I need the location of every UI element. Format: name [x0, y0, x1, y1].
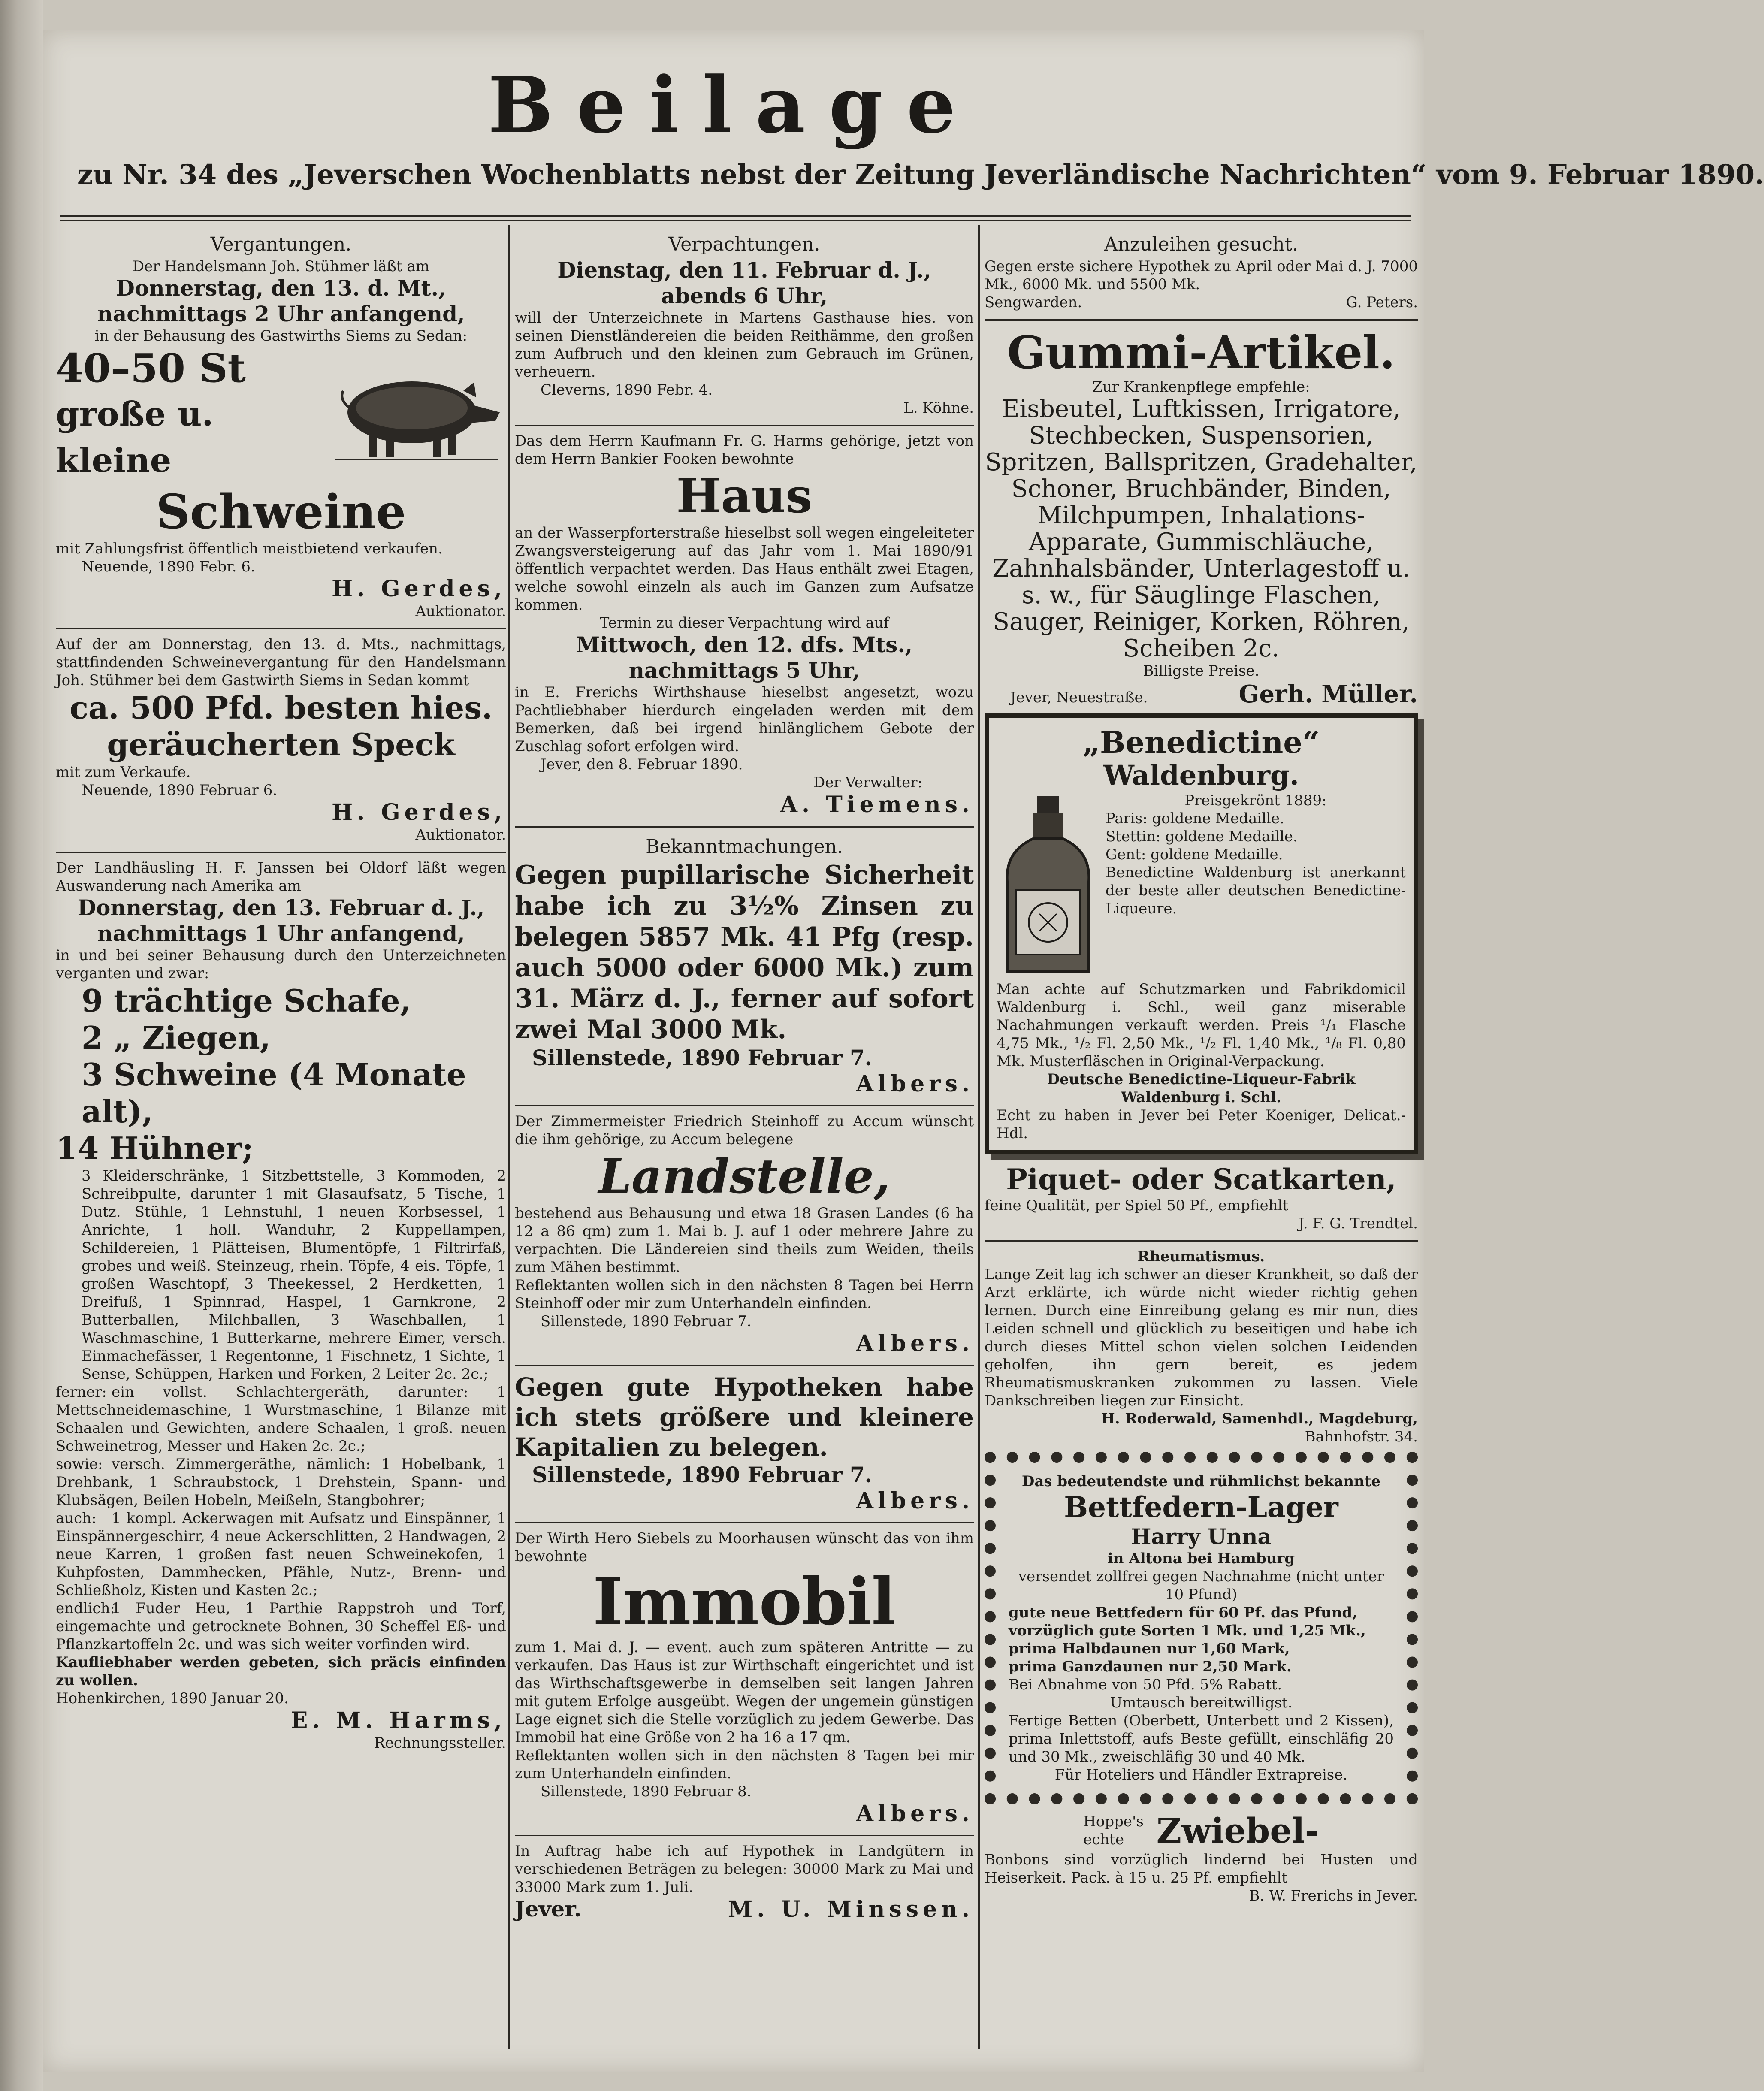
- ad-text: mit Zahlungsfrist öffentlich meistbietend verkaufen.: [56, 540, 443, 557]
- ad-signature: L. Köhne.: [903, 399, 974, 417]
- ad-pre-text: Hoppe's: [1083, 1813, 1144, 1830]
- ad-pre-text: echte: [1083, 1831, 1124, 1848]
- ad-text: Das bedeutendste und rühmlichst bekannte: [1021, 1473, 1381, 1490]
- ad-text: Zur Krankenpflege empfehle:: [1092, 378, 1310, 396]
- ad-text: in und bei seiner Behausung durch den Unterzeichneten verganten und zwar:: [56, 947, 506, 982]
- ad-list-text: 1 kompl. Ackerwagen mit Aufsatz und Einspänner, 1 Einspännergeschirr, 4 neue Ackerschlitten, 2 Handwagen, 2 neue Karren, 1 großen fast neuen Schweinekofen, 1 Kuhpfosten, Dammhecken, Pfähle, Nutz-, Brenn- und Schließholz, Kisten und Kasten 2c.;: [56, 1510, 506, 1599]
- ad-time: nachmittags 1 Uhr anfangend,: [97, 921, 465, 946]
- ad-signature: M. U. Minssen.: [728, 1896, 974, 1922]
- ad-item: 3 Schweine (4 Monate alt),: [82, 1056, 466, 1130]
- ad-big-text: Schweine: [156, 484, 406, 539]
- ad-text: Reflektanten wollen sich in den nächsten 8 Tagen bei mir zum Unterhandeln einfinden.: [515, 1747, 974, 1782]
- ad-text: Der Landhäusling H. F. Janssen bei Oldorf läßt wegen Auswanderung nach Amerika am: [56, 859, 506, 894]
- column-middle: [515, 232, 974, 2046]
- ad-text: Fertige Betten (Oberbett, Unterbett und 2 Kissen), prima Inlettstoff, aufs Beste gefüllt, einschläfig 20 und 30 Mk., zweischläfig 30 und 40 Mk.: [1009, 1712, 1394, 1765]
- ad-time: nachmittags 2 Uhr anfangend,: [97, 301, 465, 326]
- ad-big-text: Zwiebel-: [1156, 1810, 1319, 1851]
- ad-city: Waldenburg.: [1103, 759, 1299, 792]
- ad-landstelle: [515, 1112, 974, 1357]
- ad-text: Gegen erste sichere Hypothek zu April oder Mai d. J. 7000 Mk., 6000 Mk. und 5500 Mk.: [985, 258, 1418, 293]
- ad-item: 9 trächtige Schafe,: [82, 982, 411, 1019]
- ad-price: gute neue Bettfedern für 60 Pf. das Pfund,: [1009, 1604, 1358, 1621]
- ad-separator: [515, 1522, 974, 1523]
- ad-list-text: 1 Fuder Heu, 1 Parthie Rappstroh und Torf, eingemachte und getrocknete Bohnen, 30 Scheffel Eß- und Pflanzkartoffeln 2c. und was sich weiter vorfinden wird.: [56, 1600, 506, 1653]
- ad-list-label: auch:: [56, 1510, 97, 1527]
- ad-price: Bei Abnahme von 50 Pfd. 5% Rabatt.: [1009, 1676, 1282, 1693]
- ad-signature: E. M. Harms,: [290, 1707, 506, 1734]
- ad-date: Mittwoch, den 12. dfs. Mts.,: [576, 632, 913, 657]
- ad-list-label: sowie:: [56, 1456, 103, 1473]
- book-binding-edge: [0, 0, 43, 2091]
- ad-gummi-artikel: [985, 327, 1418, 708]
- section-heading: Bekanntmachungen.: [646, 836, 843, 858]
- ad-dateline: Sillenstede, 1890 Februar 8.: [541, 1783, 752, 1800]
- newspaper-page: [43, 30, 1764, 2072]
- ad-text: Auf der am Donnerstag, den 13. d. Mts., nachmittags, stattfindenden Schweinevergantung für den Handelsmann Joh. Stühmer bei dem Gastwirth Siems in Sedan kommt: [56, 636, 506, 689]
- ad-big-text: Immobil: [592, 1564, 896, 1640]
- ad-dateline: Sillenstede, 1890 Februar 7.: [532, 1462, 873, 1487]
- ad-zwiebel: [985, 1810, 1418, 1905]
- ad-time: abends 6 Uhr,: [661, 283, 828, 308]
- ad-text: bestehend aus Behausung und etwa 18 Grasen Landes (6 ha 12 a 86 qm) zum 1. Mai b. J. auf 1 oder mehrere Jahre zu verpachten. Die Ländereien sind theils zum Weiden, theils zum Mähen bestimmt.: [515, 1205, 974, 1276]
- ad-scatkarten: [985, 1162, 1418, 1233]
- ad-text: Echt zu haben in Jever bei Peter Koeniger, Delicat.-Hdl.: [997, 1107, 1406, 1142]
- ad-date: Donnerstag, den 13. Februar d. J.,: [77, 895, 485, 920]
- benedictine-awards: [1099, 792, 1406, 980]
- ad-signature-row: [985, 680, 1418, 708]
- ad-signature: B. W. Frerichs in Jever.: [1249, 1887, 1418, 1904]
- ad-janssen-vergantung: [56, 859, 506, 1752]
- ad-firm: Deutsche Benedictine-Liqueur-Fabrik: [1047, 1071, 1356, 1088]
- ad-text: Preisgekrönt 1889:: [1184, 792, 1327, 809]
- ad-signature-address: Bahnhofstr. 34.: [1305, 1428, 1418, 1445]
- ad-text: in E. Frerichs Wirthshause hieselbst angesetzt, wozu Pachtliebhaber hierdurch eingeladen werden mit dem Bemerken, daß bei irgend hinlänglichem Gebote der Zuschlag sofort erfolgen wird.: [515, 684, 974, 755]
- ad-date: Donnerstag, den 13. d. Mt.,: [116, 275, 446, 301]
- ad-text: Bonbons sind vorzüglich lindernd bei Husten und Heiserkeit. Pack. à 15 u. 25 Pf. empfiehlt: [985, 1851, 1418, 1886]
- section-heading: Vergantungen.: [210, 233, 352, 255]
- ad-text: Termin zu dieser Verpachtung wird auf: [599, 614, 889, 632]
- ad-separator: [515, 826, 974, 828]
- ad-text: Der Wirth Hero Siebels zu Moorhausen wünscht das von ihm bewohnte: [515, 1530, 974, 1565]
- ad-text: will der Unterzeichnete in Martens Gasthause hies. von seinen Dienstländereien die beiden Reithämme, den großen zum Aufbruch und den kleinen zum Gebrauch im Grünen, verheuern.: [515, 309, 974, 381]
- header-rule-thin: [60, 220, 1411, 221]
- ad-award: Stettin: goldene Medaille.: [1106, 828, 1298, 845]
- ad-signature-role: Auktionator.: [415, 826, 506, 843]
- ad-list-text: versch. Zimmergeräthe, nämlich: 1 Hobelbank, 1 Drehbank, 1 Schraubstock, 1 Drehstein, Spann- und Klubsägen, Beilen Hobeln, Meißeln, Stangbohrer;: [56, 1456, 506, 1509]
- ad-dateline: Neuende, 1890 Febr. 6.: [82, 558, 255, 575]
- ad-list-label: endlich:: [56, 1600, 115, 1617]
- ad-text: Das dem Herrn Kaufmann Fr. G. Harms gehörige, jetzt von dem Herrn Bankier Fooken bewohnte: [515, 432, 974, 468]
- ad-dateline: Hohenkirchen, 1890 Januar 20.: [56, 1690, 289, 1707]
- ad-list: [56, 1383, 506, 1455]
- liqueur-bottle-icon: [997, 792, 1099, 980]
- ad-signature-role: Der Verwalter:: [813, 774, 922, 791]
- ad-list-text: ein vollst. Schlachtergeräth, darunter: 1 Mettschneidemaschine, 1 Wurstmaschine, 1 Bilanze mit Schaalen und Gewichten, andere Schaalen, 1 groß. neuen Schweinetrog, Messer und Haken 2c. 2c.;: [56, 1384, 506, 1455]
- ad-big-text: Haus: [676, 468, 813, 523]
- ad-place: Jever, Neuestraße.: [1010, 689, 1148, 706]
- ad-haus: [515, 432, 974, 818]
- header-rule: [60, 215, 1411, 217]
- ad-price: prima Ganzdaunen nur 2,50 Mark.: [1009, 1658, 1292, 1675]
- ad-separator: [56, 852, 506, 853]
- ad-rheumatismus: [985, 1248, 1418, 1446]
- ad-list: [56, 1509, 506, 1599]
- masthead: Beilage: [488, 60, 979, 151]
- ad-big-text: 40–50 St: [56, 345, 246, 391]
- ad-signature: J. F. G. Trendtel.: [1298, 1215, 1418, 1232]
- ad-title: Rheumatismus.: [1137, 1248, 1265, 1265]
- ad-item: 2 „ Ziegen,: [82, 1019, 271, 1056]
- ad-price: vorzüglich gute Sorten 1 Mk. und 1,25 Mk.,: [1009, 1622, 1366, 1639]
- ad-text: Billigste Preise.: [1143, 662, 1260, 680]
- ad-separator: [985, 319, 1418, 321]
- ad-signature: H. Gerdes,: [331, 576, 506, 602]
- ad-signature: G. Peters.: [1346, 294, 1418, 311]
- ad-text: Der Zimmermeister Friedrich Steinhoff zu Accum wünscht die ihm gehörige, zu Accum belegene: [515, 1113, 974, 1148]
- ad-big-text: Landstelle,: [598, 1148, 891, 1204]
- ad-name: Harry Unna: [1131, 1524, 1272, 1549]
- ad-big-text: Gegen pupillarische Sicherheit habe ich zu 3½% Zinsen zu belegen 5857 Mk. 41 Pfg (resp. auch 5000 oder 6000 Mk.) zum 31. März d. J., ferner auf sofort zwei Mal 3000 Mk.: [515, 860, 974, 1045]
- ad-text: Benedictine Waldenburg ist anerkannt der beste aller deutschen Benedictine-Liqueure.: [1106, 864, 1406, 917]
- ad-big-text: große u. kleine: [56, 395, 214, 480]
- ad-place: Sengwarden.: [985, 294, 1082, 311]
- ad-city: in Altona bei Hamburg: [1107, 1550, 1295, 1567]
- ad-heading-row: [985, 1810, 1418, 1851]
- ad-signature: Gerh. Müller.: [1238, 680, 1418, 708]
- ad-text: Kaufliebhaber werden gebeten, sich präcis einfinden zu wollen.: [56, 1654, 506, 1689]
- ad-price: prima Halbdaunen nur 1,60 Mark,: [1009, 1640, 1290, 1657]
- benedictine-body: [997, 792, 1406, 980]
- ad-text: Reflektanten wollen sich in den nächsten 8 Tagen bei Herrn Steinhoff oder mir zum Unterhandeln einfinden.: [515, 1277, 974, 1312]
- ad-separator: [985, 1240, 1418, 1242]
- ad-separator: [515, 1835, 974, 1836]
- ad-signature: H. Gerdes,: [331, 799, 506, 825]
- ad-dateline: Cleverns, 1890 Febr. 4.: [541, 381, 713, 399]
- ad-award: Gent: goldene Medaille.: [1106, 846, 1283, 863]
- ad-hypotheken: [515, 1372, 974, 1514]
- ad-text: in der Behausung des Gastwirths Siems zu Sedan:: [94, 327, 468, 344]
- section-heading: Anzuleihen gesucht.: [1104, 233, 1299, 255]
- ad-dateline: Sillenstede, 1890 Februar 7.: [541, 1313, 752, 1330]
- ad-dateline: Sillenstede, 1890 Februar 7.: [532, 1045, 873, 1070]
- ad-big-text: Piquet- oder Scatkarten,: [1006, 1163, 1396, 1196]
- ad-schweine-vergantung: [56, 232, 506, 620]
- ad-text: Der Handelsmann Joh. Stühmer läßt am: [132, 258, 430, 275]
- ad-speck: [56, 635, 506, 844]
- ad-signature: Albers.: [856, 1330, 974, 1357]
- ad-text: feine Qualität, per Spiel 50 Pf., empfiehlt: [985, 1197, 1289, 1214]
- ad-anzuleihen: [985, 232, 1418, 311]
- ad-time: nachmittags 5 Uhr,: [628, 658, 860, 683]
- ad-text: zum 1. Mai d. J. — event. auch zum späteren Antritte — zu verkaufen. Das Haus ist zur Wirthschaft eingerichtet und ist das Wirthschaftsgewerbe in demselben seit langen Jahren mit gutem Erfolge ausgeübt. Wegen der ungemein günstigen Lage eignet sich die Stelle vorzüglich zu jedem Gewerbe. Das Immobil hat eine Größe von 2 ha 16 a 17 qm.: [515, 1639, 974, 1746]
- ad-separator: [515, 425, 974, 426]
- ad-signature: H. Roderwald, Samenhdl., Magdeburg,: [1101, 1410, 1418, 1427]
- ad-pre: [1083, 1813, 1144, 1849]
- ad-signature: Albers.: [856, 1488, 974, 1514]
- ad-award: Paris: goldene Medaille.: [1106, 810, 1284, 827]
- ad-signature: Albers.: [856, 1801, 974, 1827]
- pig-illustration-icon: [326, 365, 506, 464]
- ad-big-text: Gegen gute Hypotheken habe ich stets größere und kleinere Kapitalien zu belegen.: [515, 1372, 974, 1462]
- ad-bettfedern: [985, 1452, 1418, 1804]
- ad-list: [56, 1455, 506, 1509]
- ad-big-text: Bettfedern-Lager: [1064, 1490, 1338, 1524]
- ad-item-list: Eisbeutel, Luftkissen, Irrigatore, Stechbecken, Suspensorien, Spritzen, Ballspritzen, Gradehalter, Schoner, Bruchbänder, Binden, Milchpumpen, Inhalations-Apparate, Gummischläuche, Zahnhalsbänder, Unterlagestoff u. s. w., für Säuglinge Flaschen, Sauger, Reiniger, Korken, Röhren, Scheiben 2c.: [985, 395, 1417, 662]
- ad-big-text: geräucherten Speck: [107, 726, 455, 763]
- ad-list: 3 Kleiderschränke, 1 Sitzbettstelle, 3 Kommoden, 2 Schreibpulte, darunter 1 mit Glasaufsatz, 5 Tische, 1 Dutz. Stühle, 1 Lehnstuhl, 1 neuen Korbsessel, 1 Anrichte, 1 holl. Wanduhr, 2 Kuppellampen, Schildereien, 1 Plätteisen, Blumentöpfe, 1 Filtrirfaß, grobes und weiß. Steinzeug, rhein. Töpfe, 4 eis. Töpfe, 1 großen Waschtopf, 3 Theekessel, 2 Herdketten, 1 Dreifuß, 1 Spinnrad, Haspel, 1 Garnkrone, 2 Butterballen, Milchballen, 3 Waschballen, 1 Waschmaschine, 1 Butterkarne, mehrere Eimer, versch. Einmachefässer, 1 Regentonne, 1 Fischnetz, 1 Sichte, 1 Sense, Schüppen, Harken und Forken, 2 Leiter 2c. 2c.;: [82, 1167, 506, 1383]
- ad-signature-row: [985, 293, 1418, 311]
- ad-signature-role: Auktionator.: [415, 603, 506, 620]
- column-right: [985, 232, 1418, 2046]
- ad-item: 14 Hühner;: [56, 1130, 254, 1166]
- ad-separator: [515, 1105, 974, 1106]
- ad-brand: „Benedictine“: [1082, 725, 1320, 760]
- pig-row: [56, 345, 506, 484]
- ad-text: In Auftrag habe ich auf Hypothek in Landgütern in verschiedenen Beträgen zu belegen: 30000 Mark zu Mai und 33000 Mark zum 1. Juli.: [515, 1843, 974, 1896]
- ad-text: Man achte auf Schutzmarken und Fabrikdomicil Waldenburg i. Schl., weil ganz miserable Nachahmungen verkauft werden. Preis ¹/₁ Flasche 4,75 Mk., ¹/₂ Fl. 2,50 Mk., ¹/₂ Fl. 1,40 Mk., ¹/₈ Fl. 0,80 Mk. Musterfläschen in Original-Verpackung.: [997, 981, 1406, 1070]
- column-left: [56, 232, 506, 2046]
- ad-sicherheit: [515, 834, 974, 1097]
- ad-immobil: [515, 1529, 974, 1827]
- ad-text: Umtausch bereitwilligst.: [1110, 1694, 1293, 1711]
- ad-text: mit zum Verkaufe.: [56, 764, 191, 781]
- ad-text: Lange Zeit lag ich schwer an dieser Krankheit, so daß der Arzt erklärte, ich würde nicht wieder richtig gehen lernen. Durch eine Einreibung gelang es mir nun, dies Leiden schnell und glücklich zu beseitigen und habe ich durch dieses Mittel schon vielen solchen Leidenden geholfen, ihn gern bereit, es jedem Rheumatismuskranken zukommen zu lassen. Viele Dankschreiben liegen zur Einsicht.: [985, 1266, 1418, 1409]
- ad-dateline: Neuende, 1890 Februar 6.: [82, 782, 278, 799]
- ad-list: [56, 1599, 506, 1653]
- ad-minssen: [515, 1842, 974, 1923]
- ad-text: Für Hoteliers und Händler Extrapreise.: [1054, 1766, 1348, 1783]
- ad-text: an der Wasserpforterstraße hieselbst soll wegen eingeleiteter Zwangsversteigerung auf das Jahr vom 1. Mai 1890/91 öffentlich verpachtet werden. Das Haus enthält zwei Etagen, welche sowohl einzeln als auch im Ganzen zum Aufsatze kommen.: [515, 524, 974, 613]
- ad-separator: [515, 1365, 974, 1366]
- ad-verpachtung-koehne: [515, 232, 974, 417]
- ad-benedictine: [985, 713, 1418, 1154]
- ad-separator: [56, 628, 506, 629]
- ad-dateline: Jever, den 8. Februar 1890.: [541, 756, 743, 773]
- ad-firm-city: Waldenburg i. Schl.: [1121, 1089, 1281, 1106]
- ad-signature-role: Rechnungssteller.: [374, 1734, 506, 1752]
- ad-signature: Albers.: [856, 1071, 974, 1097]
- ad-big-text: Gummi-Artikel.: [1007, 326, 1395, 379]
- ad-signature: A. Tiemens.: [780, 792, 974, 818]
- section-heading: Verpachtungen.: [668, 233, 820, 255]
- ad-big-text: ca. 500 Pfd. besten hies.: [69, 689, 492, 726]
- ad-text: versendet zollfrei gegen Nachnahme (nicht unter 10 Pfund): [1018, 1568, 1384, 1603]
- issue-subtitle: zu Nr. 34 des „Jeverschen Wochenblatts nebst der Zeitung Jeverländische Nachrichten“ vom 9. Februar 1890.: [77, 159, 1764, 191]
- column-divider-2: [978, 225, 980, 2049]
- ad-list-label: ferner:: [56, 1384, 107, 1401]
- ad-signature-row: [515, 1896, 974, 1923]
- column-divider-1: [508, 225, 510, 2049]
- ad-place: Jever.: [515, 1896, 582, 1922]
- ad-date: Dienstag, den 11. Februar d. J.,: [557, 257, 931, 283]
